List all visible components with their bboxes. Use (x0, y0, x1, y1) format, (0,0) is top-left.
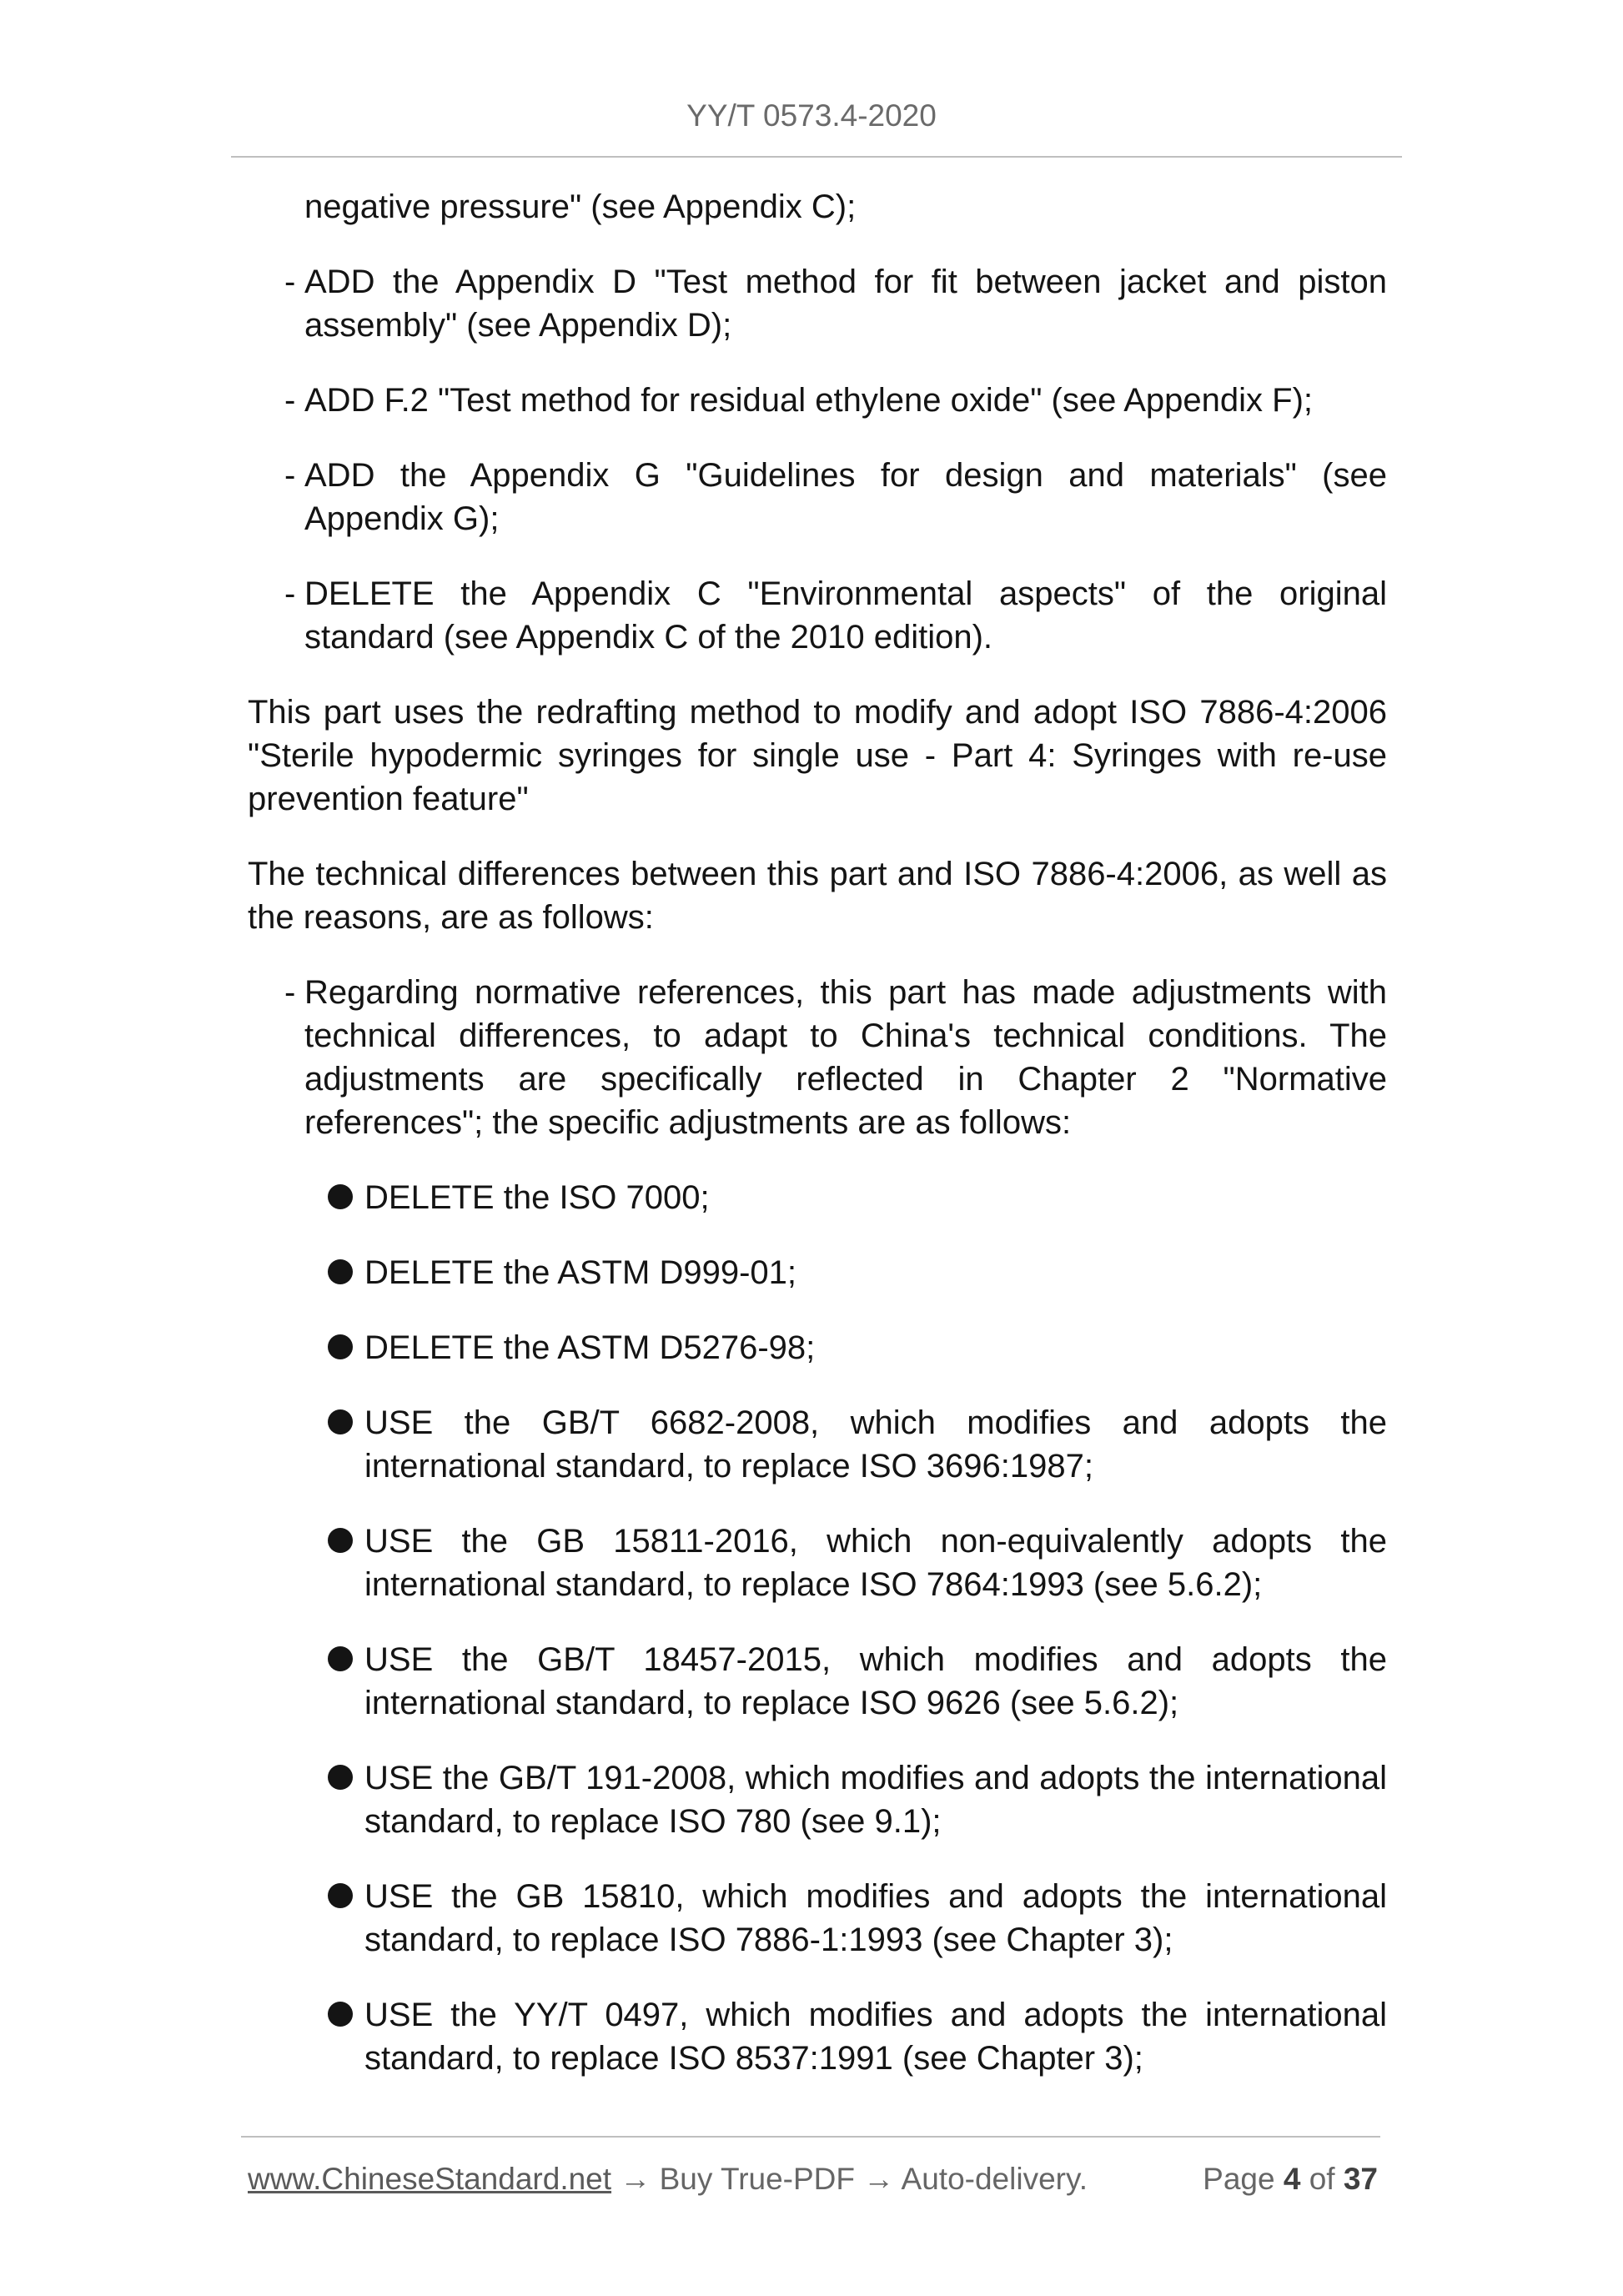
bullet-dot-icon (328, 1334, 353, 1359)
adjustment-item (248, 1756, 1387, 1843)
change-item (248, 260, 1387, 347)
bullet-dot-icon (328, 1765, 353, 1790)
adjustment-text: USE the GB/T 18457-2015, which modifies and adopts the international standard, to replace ISO 9626 (see 5.6.2); (364, 1641, 1387, 1721)
differences-paragraph: The technical differences between this part and ISO 7886-4:2006, as well as the reasons, are as follows: (248, 856, 1387, 936)
website-link[interactable]: www.ChineseStandard.net (248, 2162, 612, 2196)
change-text: ADD F.2 "Test method for residual ethylene oxide" (see Appendix F); (304, 382, 1314, 419)
normative-references-text: Regarding normative references, this part has made adjustments with technical differences, to adapt to China's technical conditions. The adjustments are specifically reflected in Chapter 2 "Normative references"; the specific adjustments are as follows: (304, 974, 1387, 1141)
change-item (248, 572, 1387, 659)
page-header (0, 98, 1623, 133)
change-text: ADD the Appendix D "Test method for fit between jacket and piston assembly" (see Appendix D); (304, 264, 1387, 344)
of-label: of (1309, 2162, 1335, 2196)
bullet-dot-icon (328, 1646, 353, 1671)
adjustment-item (248, 1326, 1387, 1369)
standard-code: YY/T 0573.4-2020 (686, 98, 937, 133)
adjustment-text: DELETE the ASTM D5276-98; (364, 1329, 816, 1366)
document-body (248, 185, 1387, 2112)
page-counter (1203, 2162, 1378, 2197)
page-number: 4 (1283, 2162, 1301, 2196)
bullet-dot-icon (328, 1883, 353, 1908)
adjustment-text: USE the GB/T 6682-2008, which modifies and adopts the international standard, to replace ISO 3696:1987; (364, 1404, 1387, 1485)
adjustment-text: USE the GB/T 191-2008, which modifies and adopts the international standard, to replace ISO 780 (see 9.1); (364, 1760, 1387, 1840)
change-text: DELETE the Appendix C "Environmental aspects" of the original standard (see Appendix C of the 2010 edition). (304, 575, 1387, 656)
bullet-dot-icon (328, 1259, 353, 1284)
dash-marker: - (284, 264, 296, 300)
dash-marker: - (284, 974, 296, 1011)
adjustment-item (248, 1520, 1387, 1606)
adoption-paragraph: This part uses the redrafting method to modify and adopt ISO 7886-4:2006 "Sterile hypodermic syringes for single use - Part 4: Syringes with re-use prevention feature" (248, 694, 1387, 817)
adjustment-item (248, 1638, 1387, 1725)
auto-delivery-text: Auto-delivery. (901, 2162, 1088, 2196)
dash-marker: - (284, 575, 296, 612)
change-item (248, 379, 1387, 422)
change-item (248, 454, 1387, 540)
adjustment-text: USE the GB 15811-2016, which non-equivalently adopts the international standard, to replace ISO 7864:1993 (see 5.6.2); (364, 1523, 1387, 1603)
adjustment-item (248, 1251, 1387, 1294)
bullet-dot-icon (328, 2002, 353, 2027)
dash-marker: - (284, 457, 296, 494)
page-total: 37 (1343, 2162, 1378, 2196)
page-footer (248, 2162, 1378, 2197)
dash-marker: - (284, 382, 296, 419)
adjustment-item (248, 1875, 1387, 1962)
adjustment-list (248, 1176, 1387, 2080)
continuation-text: negative pressure" (see Appendix C); (304, 188, 857, 225)
header-divider (231, 156, 1402, 158)
adjustment-text: USE the GB 15810, which modifies and adopts the international standard, to replace ISO 7886-1:1993 (see Chapter 3); (364, 1878, 1387, 1958)
arrow-right-icon: → (863, 2162, 895, 2196)
adjustment-text: DELETE the ASTM D999-01; (364, 1254, 797, 1291)
adjustment-item (248, 1993, 1387, 2080)
footer-divider (241, 2136, 1380, 2138)
bullet-dot-icon (328, 1528, 353, 1553)
buy-pdf-text: Buy True-PDF (659, 2162, 856, 2196)
page-label: Page (1203, 2162, 1275, 2196)
change-text: ADD the Appendix G "Guidelines for design and materials" (see Appendix G); (304, 457, 1387, 537)
arrow-right-icon: → (620, 2162, 651, 2196)
normative-references-item (248, 971, 1387, 1144)
adjustment-text: DELETE the ISO 7000; (364, 1179, 710, 1216)
bullet-dot-icon (328, 1409, 353, 1434)
adjustment-text: USE the YY/T 0497, which modifies and adopts the international standard, to replace ISO 8537:1991 (see Chapter 3); (364, 1997, 1387, 2077)
continuation-line (248, 185, 1387, 229)
bullet-dot-icon (328, 1184, 353, 1209)
adjustment-item (248, 1401, 1387, 1488)
adjustment-item (248, 1176, 1387, 1219)
